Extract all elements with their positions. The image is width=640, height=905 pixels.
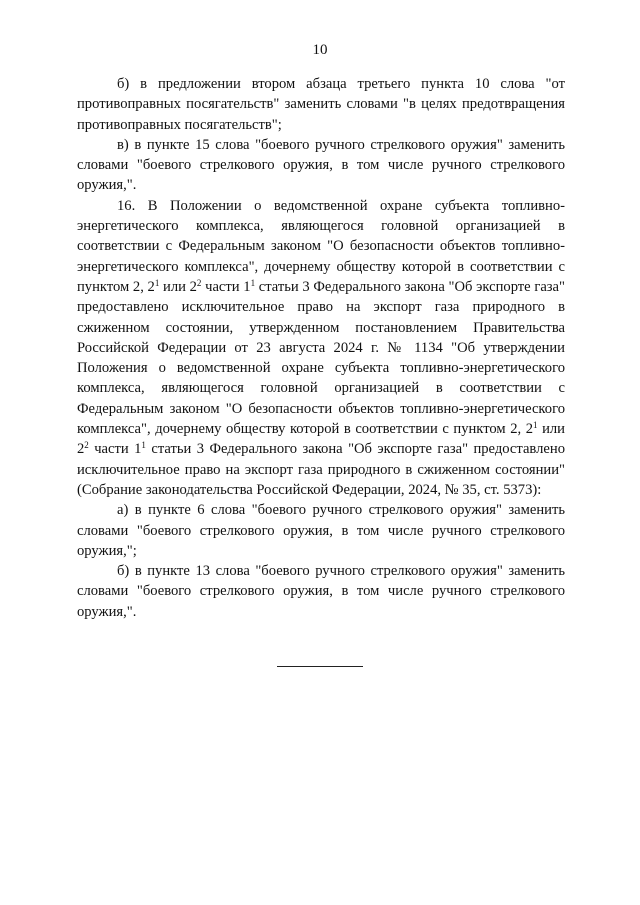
superscript: 1 (141, 440, 146, 451)
superscript: 1 (250, 277, 256, 288)
page-number: 10 (312, 42, 328, 58)
paragraph-b-item-13: б) в пункте 13 слова "боевого ручного стрелкового оружия" заменить словами "боевого стрелкового оружия, в том числе ручного стрелкового оружия,". (77, 563, 565, 620)
paragraph-16-regulation: 16. В Положении о ведомственной охране субъекта топливно-энергетического комплекса, являющегося головной организацией в соответствии с Федеральным законом "О безопасности объектов топливно-энергетического комплекса", дочернему обществу которой в соответствии с пунктом 2, $2^1$ или $2^2$ части $1^1$ статьи 3 Федерального закона "Об экспорте газа" предоставлено исключительное право на экспорт газа природного в сжиженном состоянии, утвержденном постановлением Правительства Российской Федерации от 23 августа 2024 г. № 1134 "Об утверждении Положения о ведомственной охране субъекта топливно-энергетического комплекса, являющегося головной организацией в соответствии с Федеральным законом "О безопасности объектов топливно-энергетического комплекса", дочернему обществу которой в соответствии с пунктом 2, $2^1$ или $2^2$ части $1^1$ статьи 3 Федерального закона "Об экспорте газа" предоставлено исключительное право на экспорт газа природного в сжиженном состоянии" (Собрание законодательства Российской Федерации, 2024, № 35, ст. 5373): (77, 197, 565, 498)
superscript: 2 (84, 440, 89, 451)
paragraph-a-item-6: а) в пункте 6 слова "боевого ручного стрелкового оружия" заменить словами "боевого стрелкового оружия, в том числе ручного стрелкового оружия,"; (77, 502, 565, 559)
paragraph-v-item-15: в) в пункте 15 слова "боевого ручного стрелкового оружия" заменить словами "боевого стрелкового оружия, в том числе ручного стрелкового оружия,". (77, 136, 565, 194)
paragraph-b-item-10: б) в предложении втором абзаца третьего пункта 10 слова "от противоправных посягательств" заменить словами "в целях предотвращения противоправных посягательств"; (77, 76, 565, 133)
superscript: 2 (196, 277, 202, 288)
superscript: 1 (533, 420, 538, 431)
document-body (77, 74, 565, 622)
superscript: 1 (154, 277, 160, 288)
end-divider-line (277, 666, 363, 667)
